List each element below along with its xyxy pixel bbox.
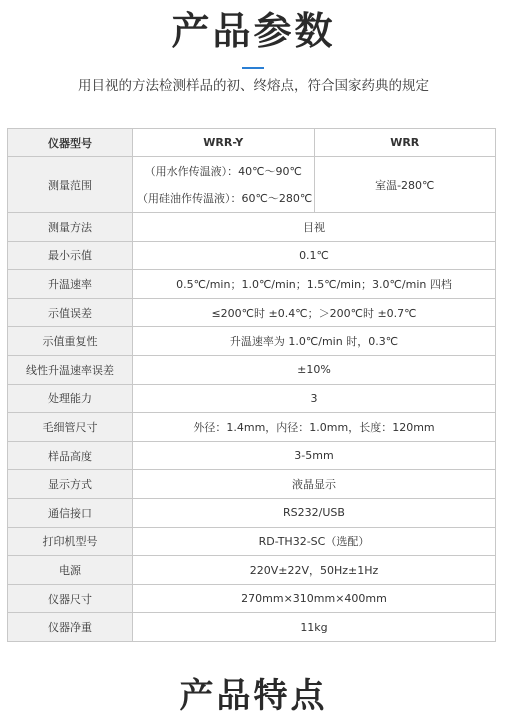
row-label-cell: 样品高度	[8, 441, 133, 470]
table-row	[8, 213, 496, 242]
row-value-cell: RD-TH32-SC（选配）	[133, 527, 496, 556]
table-row	[8, 327, 496, 356]
table-row	[8, 355, 496, 384]
row-value-cell: 11kg	[133, 613, 496, 642]
title-accent-bar	[242, 67, 264, 69]
row-label-cell: 处理能力	[8, 384, 133, 413]
row-value-cell: 液晶显示	[133, 470, 496, 499]
table-header-row	[8, 129, 496, 157]
table-row	[8, 270, 496, 299]
row-value-cell: 0.5℃/min；1.0℃/min；1.5℃/min；3.0℃/min 四档	[133, 270, 496, 299]
row-label-cell: 通信接口	[8, 498, 133, 527]
row-value-cell: 外径：1.4mm，内径：1.0mm，长度：120mm	[133, 413, 496, 442]
table-row	[8, 584, 496, 613]
table-row	[8, 613, 496, 642]
row-value-cell: 目视	[133, 213, 496, 242]
row-label-cell: 电源	[8, 556, 133, 585]
row-value-cell: 3-5mm	[133, 441, 496, 470]
model-wrr-y-cell: WRR-Y	[133, 129, 315, 157]
row-label-cell: 示值重复性	[8, 327, 133, 356]
row-label-cell: 线性升温速率误差	[8, 355, 133, 384]
row-label-cell: 打印机型号	[8, 527, 133, 556]
parameter-table	[7, 128, 496, 642]
range-wrr-cell: 室温-280℃	[314, 157, 496, 213]
row-value-cell: 270mm×310mm×400mm	[133, 584, 496, 613]
table-row	[8, 556, 496, 585]
row-label-cell: 显示方式	[8, 470, 133, 499]
row-label-cell: 仪器尺寸	[8, 584, 133, 613]
row-label-cell: 毛细管尺寸	[8, 413, 133, 442]
table-row	[8, 384, 496, 413]
range-row	[8, 157, 496, 213]
table-row	[8, 241, 496, 270]
range-silicone-oil-line: （用硅油作传温液）：60℃～280℃	[137, 191, 313, 205]
range-water-line: （用水作传温液）：40℃～90℃	[144, 164, 302, 178]
range-label-cell: 测量范围	[8, 157, 133, 213]
next-section-title: 产品特点	[179, 676, 328, 716]
row-value-cell: RS232/USB	[133, 498, 496, 527]
model-wrr-cell: WRR	[314, 129, 496, 157]
row-label-cell: 仪器净重	[8, 613, 133, 642]
row-value-cell: 3	[133, 384, 496, 413]
table-row	[8, 498, 496, 527]
table-row	[8, 441, 496, 470]
row-value-cell: 220V±22V，50Hz±1Hz	[133, 556, 496, 585]
table-row	[8, 470, 496, 499]
row-label-cell: 示值误差	[8, 298, 133, 327]
page-subtitle: 用目视的方法检测样品的初、终熔点，符合国家药典的规定	[78, 78, 429, 94]
range-wrr-y-cell	[133, 157, 315, 213]
row-value-cell: 升温速率为 1.0℃/min 时，0.3℃	[133, 327, 496, 356]
row-label-cell: 最小示值	[8, 241, 133, 270]
table-row	[8, 413, 496, 442]
row-value-cell: ±10%	[133, 355, 496, 384]
row-label-cell: 升温速率	[8, 270, 133, 299]
header-label-cell: 仪器型号	[8, 129, 133, 157]
page-title: 产品参数	[171, 9, 336, 53]
table-row	[8, 527, 496, 556]
row-label-cell: 测量方法	[8, 213, 133, 242]
row-value-cell: ≤200℃时 ±0.4℃；＞200℃时 ±0.7℃	[133, 298, 496, 327]
table-row	[8, 298, 496, 327]
row-value-cell: 0.1℃	[133, 241, 496, 270]
